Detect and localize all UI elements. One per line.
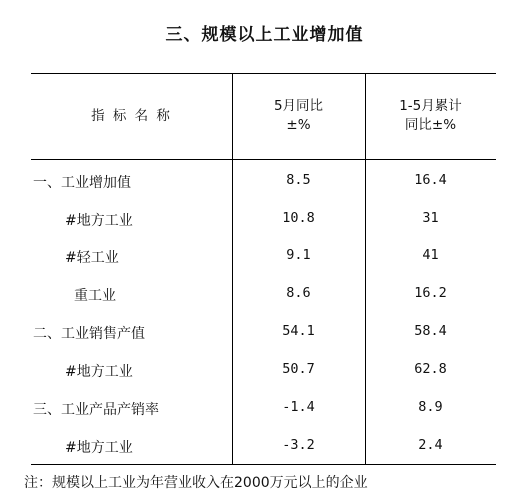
row-label: 二、工业销售产值 [33, 326, 145, 342]
row-ytd-value: 16.4 [414, 172, 447, 188]
header-ytd-yoy [365, 97, 496, 135]
row-ytd-value: 2.4 [418, 437, 443, 453]
header-ytd-yoy-line2: 同比±% [404, 117, 457, 133]
row-label: #地方工业 [65, 440, 133, 456]
header-may-yoy-line1: 5月同比 [273, 98, 324, 114]
row-ytd-value: 8.9 [418, 399, 443, 415]
row-may-value: 10.8 [282, 210, 315, 226]
row-label: 一、工业增加值 [33, 175, 131, 191]
header-may-yoy [232, 97, 365, 135]
row-may-value: 50.7 [282, 361, 315, 377]
table-title: 三、规模以上工业增加值 [165, 25, 364, 45]
row-may-value: 8.6 [286, 285, 311, 301]
row-may-value: 8.5 [286, 172, 311, 188]
header-may-yoy-line2: ±% [286, 117, 311, 133]
row-ytd-value: 16.2 [414, 285, 447, 301]
table-bottom-rule [31, 464, 496, 465]
table-header-rule [31, 159, 496, 160]
row-ytd-value: 58.4 [414, 323, 447, 339]
row-may-value: 9.1 [286, 247, 311, 263]
row-may-value: 54.1 [282, 323, 315, 339]
row-ytd-value: 62.8 [414, 361, 447, 377]
row-label: #地方工业 [65, 364, 133, 380]
header-indicator-name: 指 标 名 称 [91, 108, 172, 124]
row-ytd-value: 41 [422, 247, 439, 263]
row-label: #轻工业 [65, 250, 119, 266]
row-label: #地方工业 [65, 213, 133, 229]
table-top-rule [31, 73, 496, 74]
row-label: 三、工业产品产销率 [33, 402, 159, 418]
row-may-value: -3.2 [282, 437, 315, 453]
row-ytd-value: 31 [422, 210, 439, 226]
row-may-value: -1.4 [282, 399, 315, 415]
footnote: 注：规模以上工业为年营业收入在2000万元以上的企业 [24, 475, 368, 491]
row-label: 重工业 [74, 288, 116, 304]
header-ytd-yoy-line1: 1-5月累计 [399, 98, 462, 114]
